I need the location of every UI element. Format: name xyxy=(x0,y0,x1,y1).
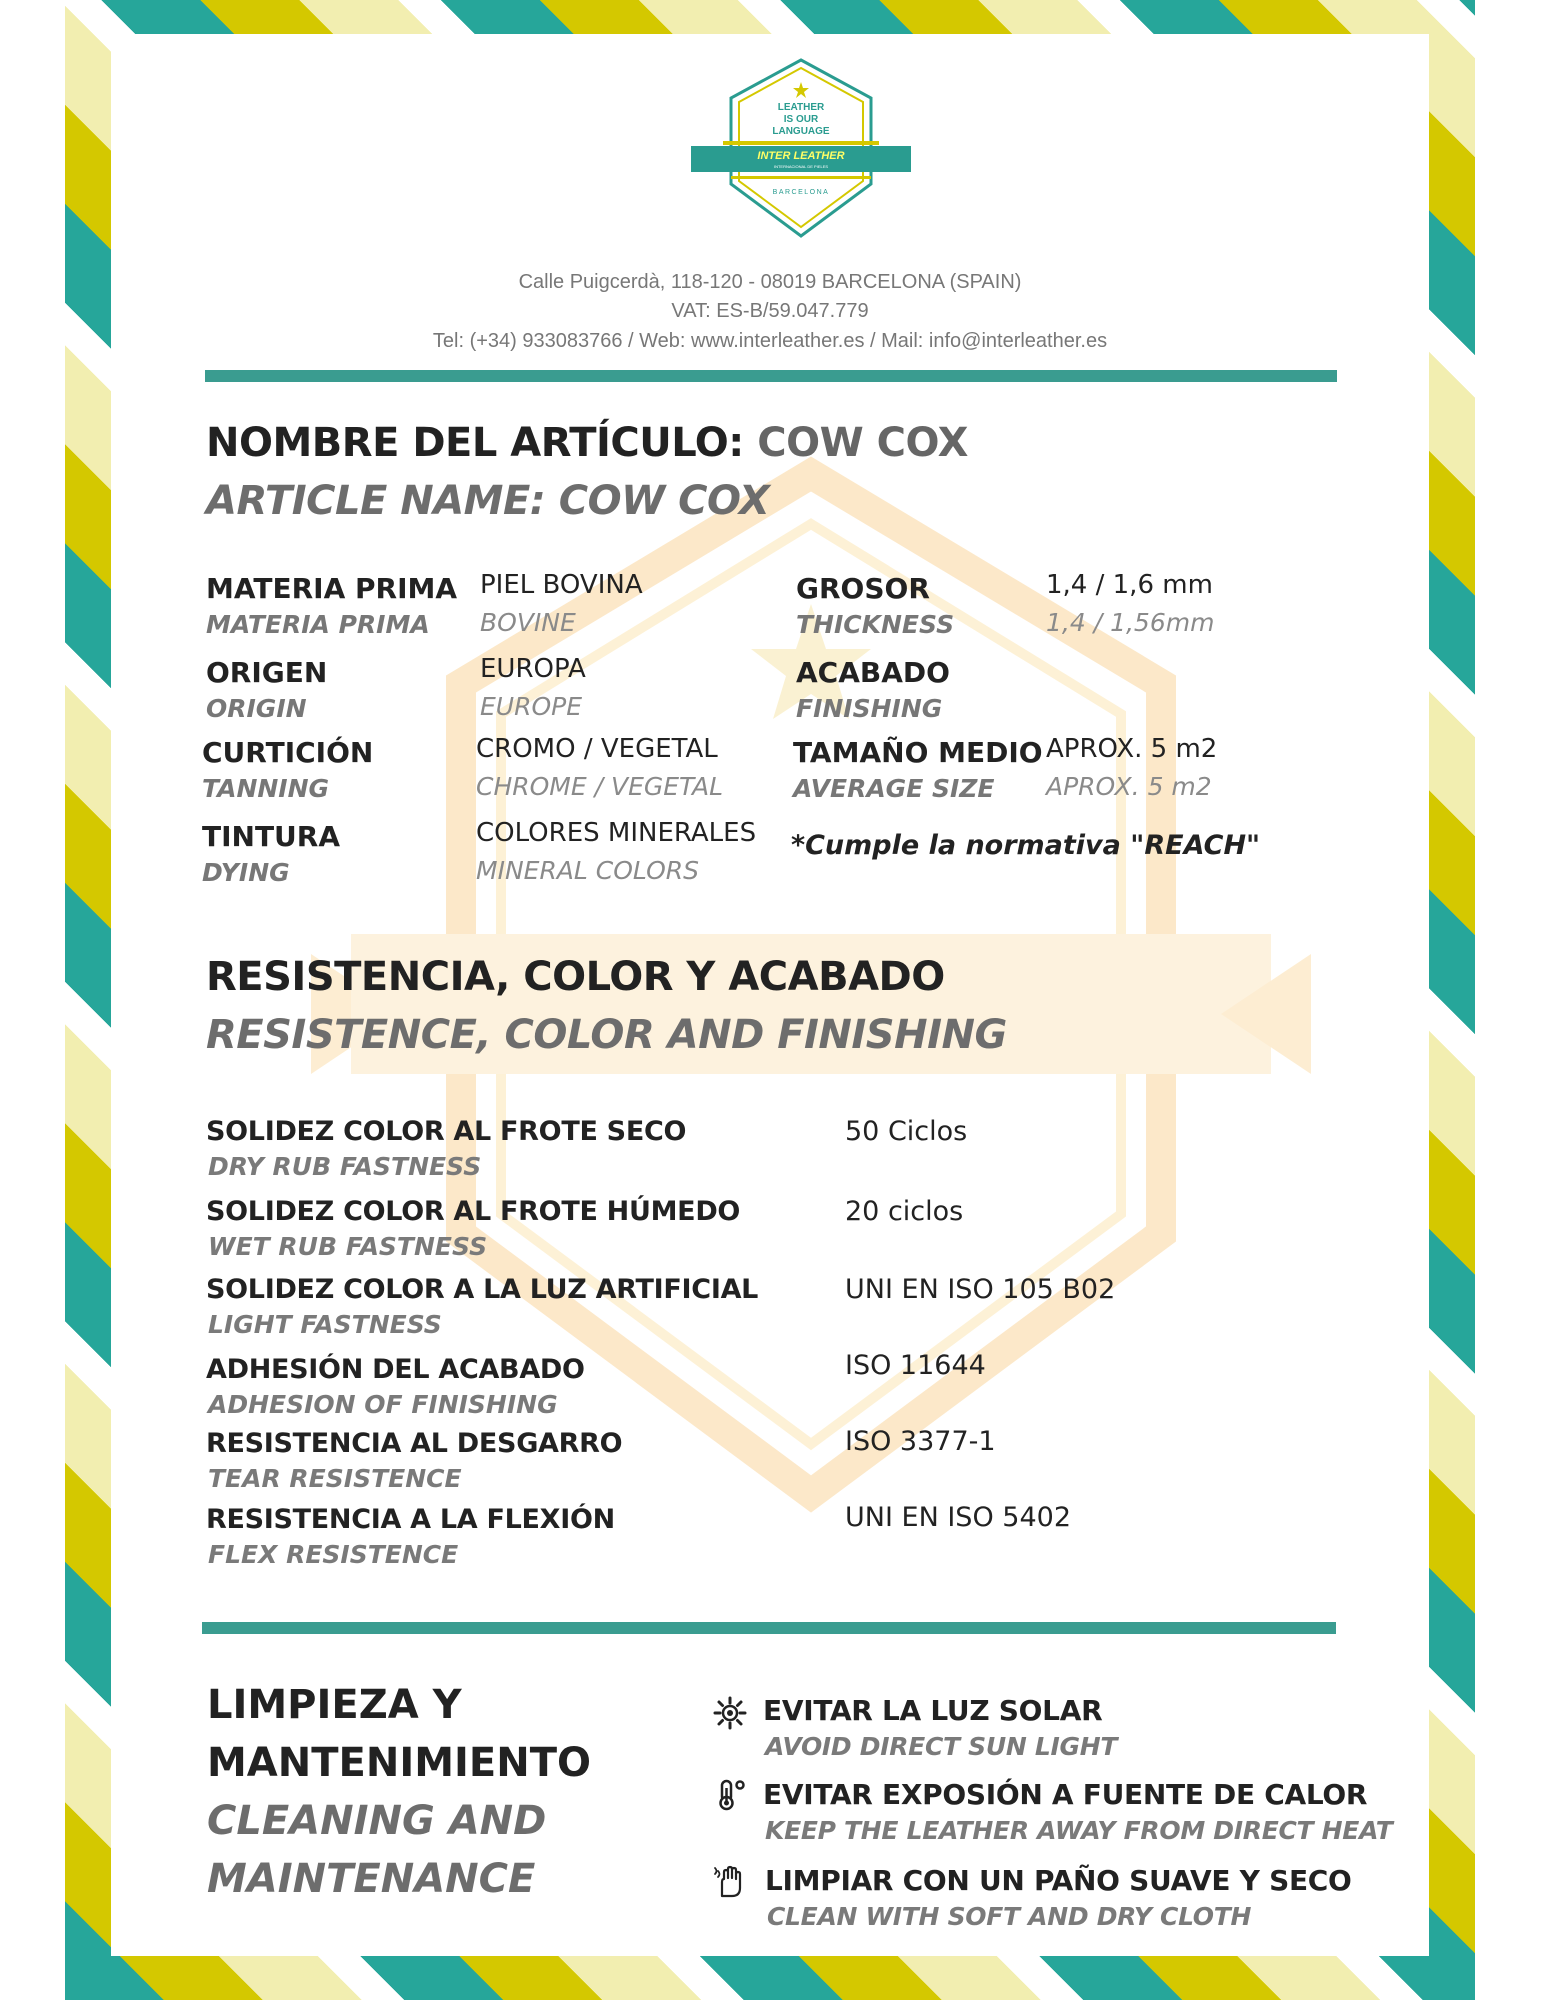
resistance-label-es: ADHESIÓN DEL ACABADO xyxy=(206,1354,585,1385)
spec-label-en: DYING xyxy=(202,858,290,887)
resistance-title-es: RESISTENCIA, COLOR Y ACABADO xyxy=(206,954,945,1000)
section-divider xyxy=(202,1622,1336,1634)
company-contact: Tel: (+34) 933083766 / Web: www.interleather.es / Mail: info@interleather.es xyxy=(432,330,1108,352)
hand-wipe-icon xyxy=(713,1864,747,1898)
spec-value-es: CROMO / VEGETAL xyxy=(476,734,718,764)
sun-icon xyxy=(713,1696,747,1730)
spec-label-es: GROSOR xyxy=(796,572,930,605)
spec-label-en: MATERIA PRIMA xyxy=(206,610,430,639)
spec-value-en: CHROME / VEGETAL xyxy=(476,772,724,801)
resistance-label-en: FLEX RESISTENCE xyxy=(208,1540,459,1569)
spec-value-en: MINERAL COLORS xyxy=(476,856,699,885)
maintenance-title-es-2: MANTENIMIENTO xyxy=(207,1740,591,1786)
resistance-value: UNI EN ISO 5402 xyxy=(845,1502,1071,1533)
resistance-label-en: WET RUB FASTNESS xyxy=(208,1232,488,1261)
thermometer-icon xyxy=(713,1778,747,1812)
spec-value-es: APROX. 5 m2 xyxy=(1046,734,1218,764)
company-logo xyxy=(691,54,911,244)
spec-label-en: FINISHING xyxy=(796,694,943,723)
logo-line3: LANGUAGE xyxy=(772,126,830,137)
company-address: Calle Puigcerdà, 118-120 - 08019 BARCELONA (SPAIN) xyxy=(518,271,1022,293)
resistance-label-en: TEAR RESISTENCE xyxy=(208,1464,462,1493)
resistance-value: 50 Ciclos xyxy=(845,1116,968,1147)
logo-city: BARCELONA xyxy=(772,189,830,196)
spec-label-en: TANNING xyxy=(202,774,330,803)
maintenance-item-es: LIMPIAR CON UN PAÑO SUAVE Y SECO xyxy=(765,1864,1352,1897)
spec-label-en: ORIGIN xyxy=(206,694,307,723)
article-label-es: NOMBRE DEL ARTÍCULO: xyxy=(206,420,744,466)
spec-value-es: EUROPA xyxy=(480,654,586,684)
article-name-en: ARTICLE NAME: COW COX xyxy=(206,478,770,524)
resistance-value: 20 ciclos xyxy=(845,1196,964,1227)
spec-value-en: BOVINE xyxy=(480,608,576,637)
logo-tagline: INTERNACIONAL DE PIELES xyxy=(773,164,829,169)
resistance-label-es: SOLIDEZ COLOR A LA LUZ ARTIFICIAL xyxy=(206,1274,759,1305)
reach-note: *Cumple la normativa "REACH" xyxy=(791,830,1261,861)
logo-line1: LEATHER xyxy=(777,102,825,113)
maintenance-title-en-1: CLEANING AND xyxy=(207,1798,547,1844)
decorative-border xyxy=(65,0,1475,2000)
resistance-title-en: RESISTENCE, COLOR AND FINISHING xyxy=(206,1012,1007,1058)
spec-label-es: CURTICIÓN xyxy=(202,736,374,769)
spec-label-es: ORIGEN xyxy=(206,656,328,689)
spec-value-es: 1,4 / 1,6 mm xyxy=(1046,570,1213,600)
maintenance-item-en: AVOID DIRECT SUN LIGHT xyxy=(765,1732,1118,1761)
logo-line2: IS OUR xyxy=(783,114,819,125)
spec-value-en: 1,4 / 1,56mm xyxy=(1046,608,1215,637)
maintenance-item-en: CLEAN WITH SOFT AND DRY CLOTH xyxy=(767,1902,1252,1931)
resistance-value: ISO 11644 xyxy=(845,1350,986,1381)
resistance-label-en: LIGHT FASTNESS xyxy=(208,1310,442,1339)
resistance-label-es: SOLIDEZ COLOR AL FROTE SECO xyxy=(206,1116,687,1147)
maintenance-item-es: EVITAR LA LUZ SOLAR xyxy=(763,1694,1103,1727)
header-divider xyxy=(205,370,1337,382)
spec-label-es: MATERIA PRIMA xyxy=(206,572,458,605)
resistance-value: UNI EN ISO 105 B02 xyxy=(845,1274,1116,1305)
spec-label-en: THICKNESS xyxy=(796,610,955,639)
spec-value-en: EUROPE xyxy=(480,692,583,721)
document-panel xyxy=(111,34,1429,1956)
company-vat: VAT: ES-B/59.047.779 xyxy=(671,300,869,322)
logo-brand: INTER LEATHER xyxy=(757,150,845,162)
resistance-label-en: ADHESION OF FINISHING xyxy=(208,1390,558,1419)
spec-label-es: TINTURA xyxy=(202,820,341,853)
article-value-es: COW COX xyxy=(757,420,968,466)
maintenance-item-es: EVITAR EXPOSIÓN A FUENTE DE CALOR xyxy=(763,1778,1368,1811)
resistance-label-es: RESISTENCIA AL DESGARRO xyxy=(206,1428,623,1459)
spec-label-es: TAMAÑO MEDIO xyxy=(793,736,1043,769)
maintenance-title-es-1: LIMPIEZA Y xyxy=(207,1682,462,1728)
spec-value-es: PIEL BOVINA xyxy=(480,570,643,600)
article-name-es xyxy=(206,420,968,466)
resistance-label-es: SOLIDEZ COLOR AL FROTE HÚMEDO xyxy=(206,1196,741,1227)
resistance-label-es: RESISTENCIA A LA FLEXIÓN xyxy=(206,1504,615,1535)
spec-value-en: APROX. 5 m2 xyxy=(1046,772,1212,801)
maintenance-title-en-2: MAINTENANCE xyxy=(207,1856,536,1902)
spec-label-es: ACABADO xyxy=(796,656,950,689)
spec-value-es: COLORES MINERALES xyxy=(476,818,757,848)
resistance-value: ISO 3377-1 xyxy=(845,1426,996,1457)
maintenance-item-en: KEEP THE LEATHER AWAY FROM DIRECT HEAT xyxy=(765,1816,1393,1845)
spec-label-en: AVERAGE SIZE xyxy=(793,774,995,803)
resistance-label-en: DRY RUB FASTNESS xyxy=(208,1152,482,1181)
